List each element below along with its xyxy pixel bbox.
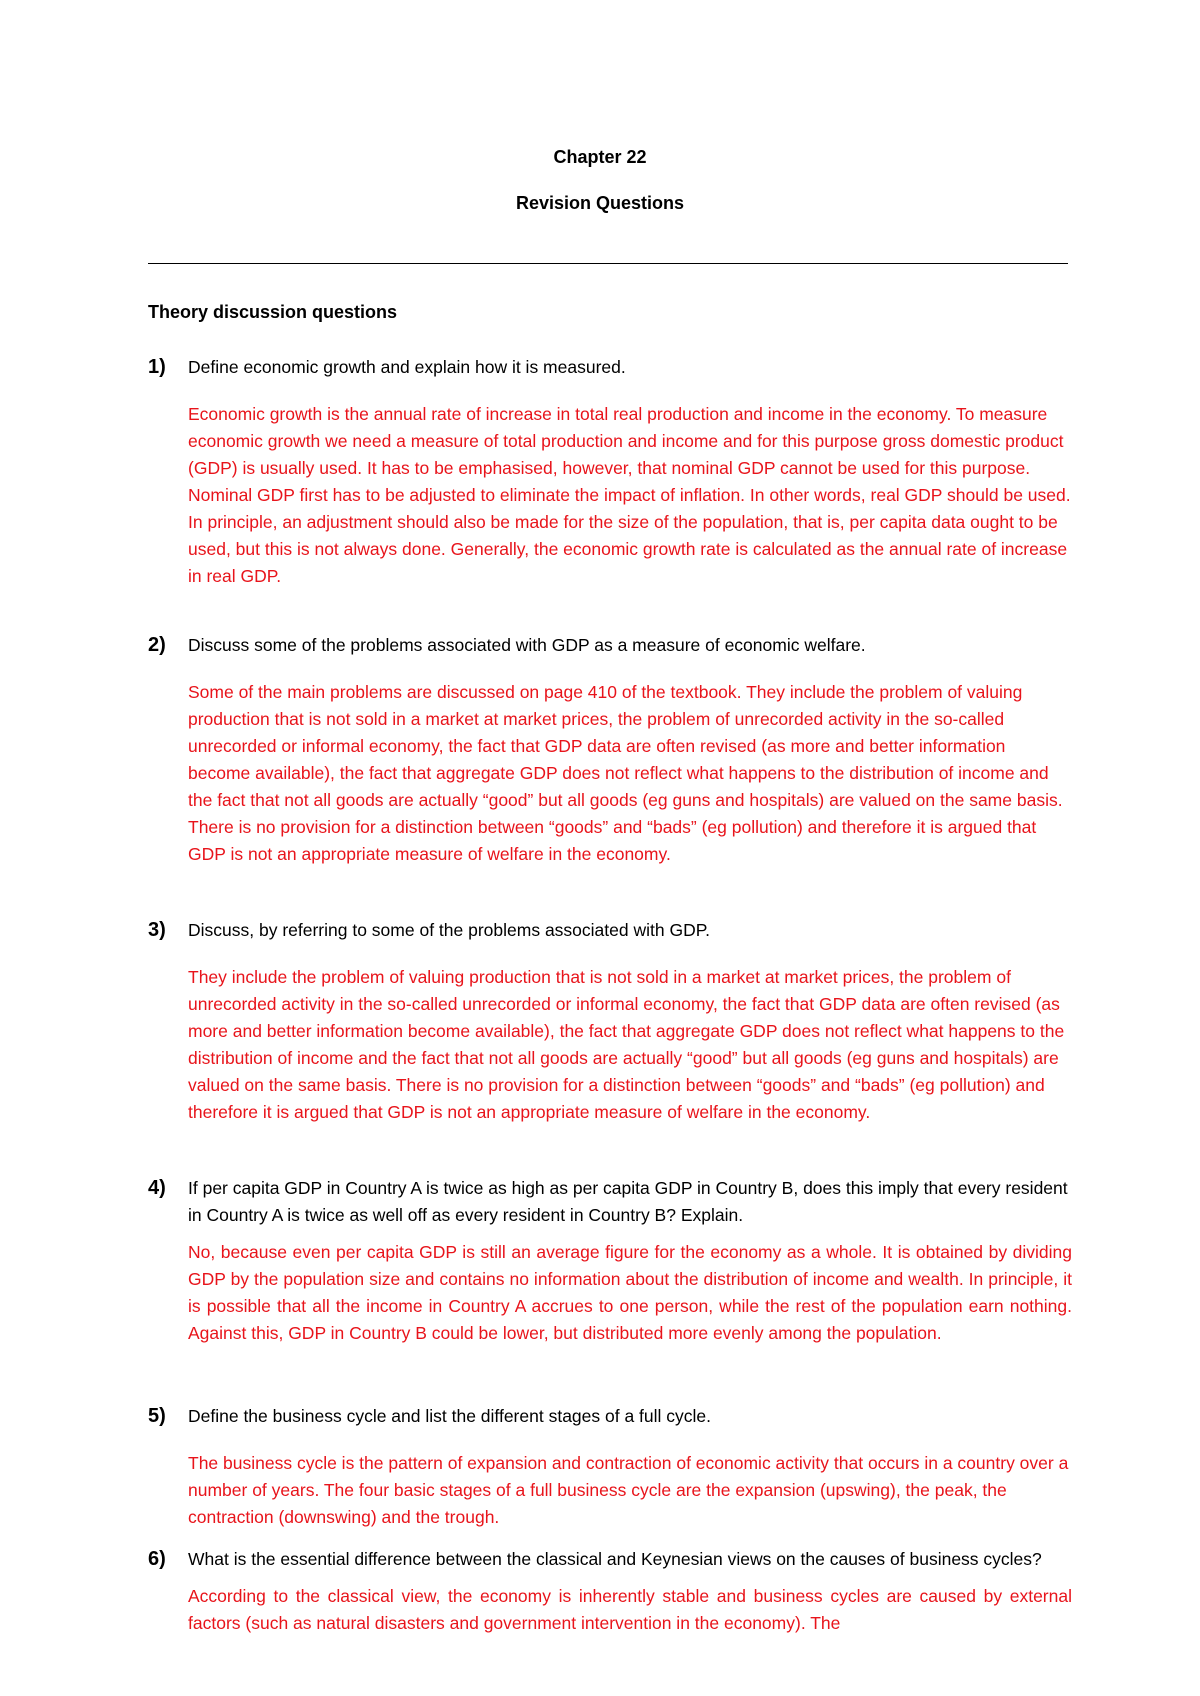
question-4 [148, 1175, 1072, 1347]
question-3 [148, 917, 1072, 1126]
chapter-title: Chapter 22 [553, 147, 647, 167]
question-text: If per capita GDP in Country A is twice as high as per capita GDP in Country B, does this imply that every resident in Country A is twice as well off as every resident in Country B? Explain. [188, 1178, 1068, 1225]
question-number: 4) [148, 1177, 166, 1199]
horizontal-divider [148, 263, 1068, 264]
question-2 [148, 632, 1072, 868]
question-text: Define economic growth and explain how it is measured. [188, 357, 626, 377]
answer-text: Some of the main problems are discussed on page 410 of the textbook. They include the problem of valuing production that is not sold in a market at market prices, the problem of unrecorded activity in the so-called unrecorded or informal economy, the fact that GDP data are often revised (as more and better information become available), the fact that aggregate GDP does not reflect what happens to the distribution of income and the fact that not all goods are actually “good” but all goods (eg guns and hospitals) are valued on the same basis. There is no provision for a distinction between “goods” and “bads” (eg pollution) and therefore it is argued that GDP is not an appropriate measure of welfare in the economy. [188, 682, 1063, 864]
question-number: 5) [148, 1405, 166, 1427]
answer-text: They include the problem of valuing production that is not sold in a market at market prices, the problem of unrecorded activity in the so-called unrecorded or informal economy, the fact that GDP data are often revised (as more and better information become available), the fact that aggregate GDP does not reflect what happens to the distribution of income and the fact that not all goods are actually “good” but all goods (eg guns and hospitals) are valued on the same basis. There is no provision for a distinction between “goods” and “bads” (eg pollution) and therefore it is argued that GDP is not an appropriate measure of welfare in the economy. [188, 967, 1065, 1122]
question-number: 2) [148, 634, 166, 656]
question-1 [148, 354, 1072, 590]
answer-text: No, because even per capita GDP is still an average figure for the economy as a whole. It is obtained by dividing GDP by the population size and contains no information about the distribution of income and wealth. In principle, it is possible that all the income in Country A accrues to one person, while the rest of the population earn nothing. Against this, GDP in Country B could be lower, but distributed more evenly among the population. [188, 1242, 1072, 1343]
question-5 [148, 1403, 1072, 1531]
question-number: 1) [148, 356, 166, 378]
question-number: 6) [148, 1548, 166, 1570]
answer-text: The business cycle is the pattern of expansion and contraction of economic activity that occurs in a country over a number of years. The four basic stages of a full business cycle are the expansion (upswing), the peak, the contraction (downswing) and the trough. [188, 1453, 1069, 1527]
question-text: What is the essential difference between the classical and Keynesian views on the causes of business cycles? [188, 1549, 1042, 1569]
answer-text: According to the classical view, the economy is inherently stable and business cycles are caused by external factors (such as natural disasters and government intervention in the economy). The [188, 1586, 1072, 1633]
question-6 [148, 1546, 1072, 1637]
answer-text: Economic growth is the annual rate of increase in total real production and income in the economy. To measure economic growth we need a measure of total production and income and for this purpose gross domestic product (GDP) is usually used. It has to be emphasised, however, that nominal GDP cannot be used for this purpose. Nominal GDP first has to be adjusted to eliminate the impact of inflation. In other words, real GDP should be used. In principle, an adjustment should also be made for the size of the population, that is, per capita data ought to be used, but this is not always done. Generally, the economic growth rate is calculated as the annual rate of increase in real GDP. [188, 404, 1071, 586]
question-text: Discuss some of the problems associated with GDP as a measure of economic welfare. [188, 635, 866, 655]
question-text: Define the business cycle and list the different stages of a full cycle. [188, 1406, 712, 1426]
question-text: Discuss, by referring to some of the problems associated with GDP. [188, 920, 710, 940]
document-subtitle: Revision Questions [515, 193, 685, 213]
section-heading: Theory discussion questions [148, 302, 398, 322]
question-number: 3) [148, 919, 166, 941]
